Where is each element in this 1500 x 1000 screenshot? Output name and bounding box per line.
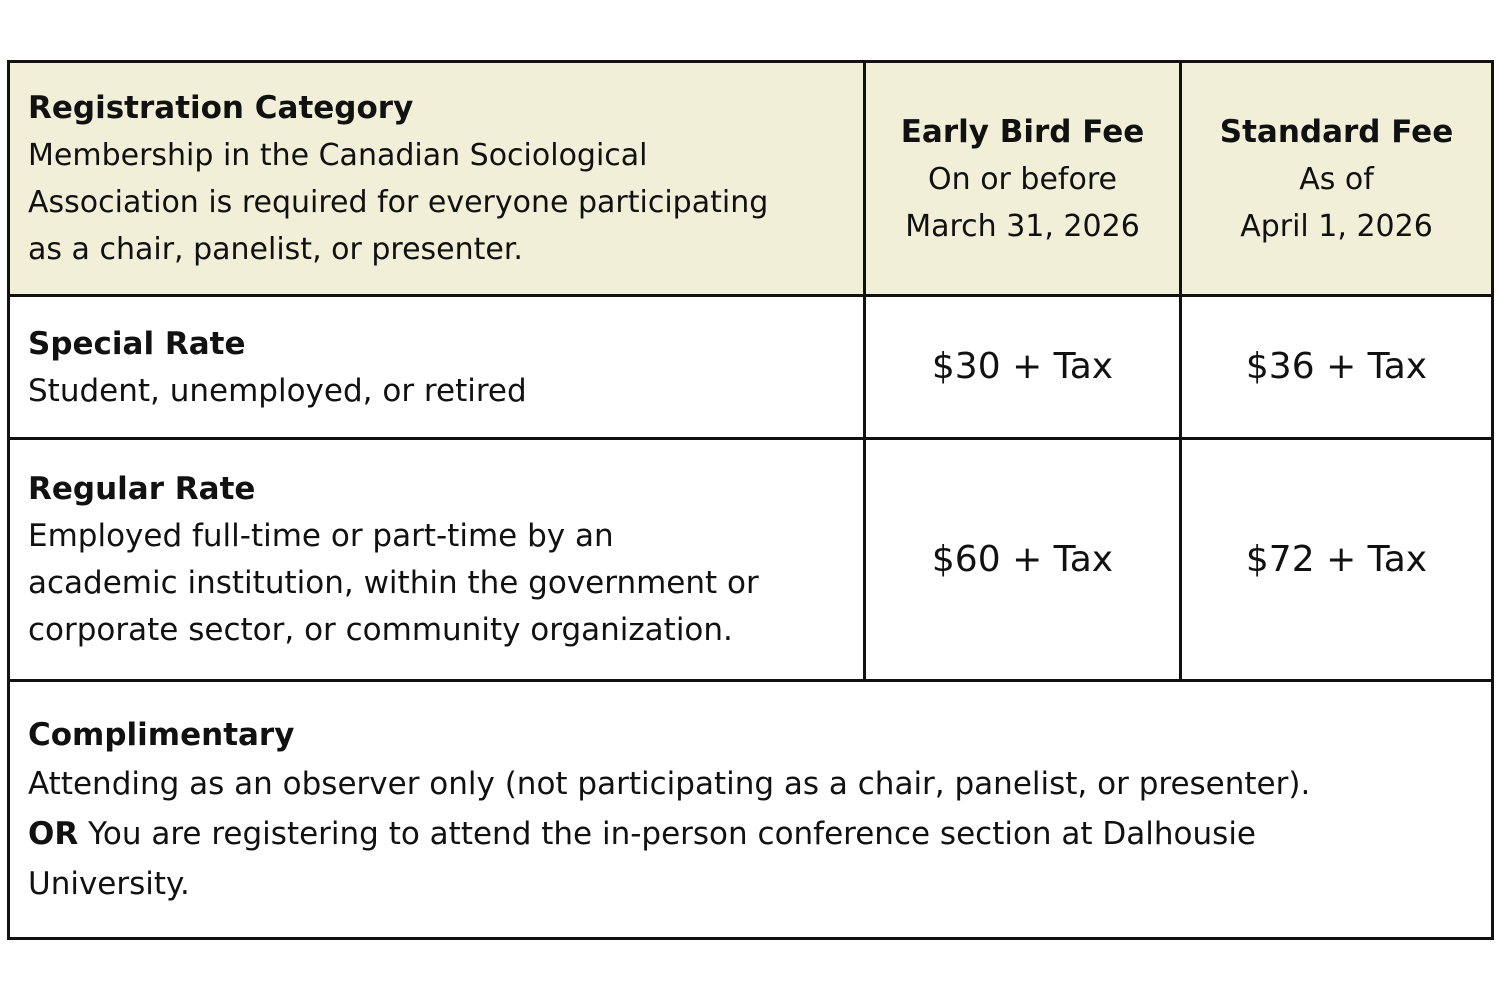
regular-rate-title: Regular Rate <box>28 471 256 507</box>
special-rate-standard-cell <box>1182 297 1491 437</box>
header-category-desc-line: Membership in the Canadian Sociological <box>28 138 648 173</box>
regular-rate-description <box>28 513 853 654</box>
table-row-complimentary <box>10 682 1491 937</box>
complimentary-description <box>28 759 1471 909</box>
regular-rate-standard-fee: $72 + Tax <box>1245 538 1428 580</box>
regular-rate-desc-line: Employed full-time or part-time by an <box>28 518 614 554</box>
special-rate-description <box>28 368 853 415</box>
header-early-bird-line1: On or before <box>928 161 1117 197</box>
regular-rate-desc-line: corporate sector, or community organization. <box>28 612 733 648</box>
special-rate-category-cell <box>10 297 866 437</box>
header-early-bird-title: Early Bird Fee <box>900 113 1145 150</box>
header-standard-date: April 1, 2026 <box>1240 208 1433 244</box>
header-early-bird-date: March 31, 2026 <box>905 208 1140 244</box>
complimentary-desc-line-or <box>28 809 1471 859</box>
regular-rate-early-bird-fee: $60 + Tax <box>931 538 1114 580</box>
regular-rate-standard-cell <box>1182 440 1491 679</box>
complimentary-cell <box>10 682 1491 937</box>
special-rate-desc-line: Student, unemployed, or retired <box>28 372 527 409</box>
complimentary-desc-line: Attending as an observer only (not participating as a chair, panelist, or presenter). <box>28 765 1311 802</box>
special-rate-early-bird-fee: $30 + Tax <box>931 346 1114 387</box>
header-category-desc-line: Association is required for everyone participating <box>28 185 769 220</box>
regular-rate-early-bird-cell <box>866 440 1182 679</box>
header-standard-cell <box>1182 63 1491 294</box>
regular-rate-category-cell <box>10 440 866 679</box>
table-row-regular-rate <box>10 440 1491 682</box>
header-category-cell <box>10 63 866 294</box>
complimentary-desc-line: University. <box>28 865 190 902</box>
table-row-special-rate <box>10 297 1491 440</box>
table-header-row <box>10 63 1491 297</box>
special-rate-title: Special Rate <box>28 325 246 362</box>
header-category-desc-line: as a chair, panelist, or presenter. <box>28 232 523 267</box>
header-standard-title: Standard Fee <box>1219 113 1454 150</box>
header-category-title: Registration Category <box>28 90 414 126</box>
registration-fee-table <box>7 60 1494 940</box>
regular-rate-desc-line: academic institution, within the government or <box>28 565 759 601</box>
or-keyword: OR <box>28 815 79 852</box>
header-category-description <box>28 132 853 273</box>
complimentary-or-text: You are registering to attend the in-person conference section at Dalhousie <box>78 815 1257 852</box>
special-rate-early-bird-cell <box>866 297 1182 437</box>
header-early-bird-cell <box>866 63 1182 294</box>
complimentary-title: Complimentary <box>28 716 295 753</box>
special-rate-standard-fee: $36 + Tax <box>1245 346 1428 387</box>
header-standard-line1: As of <box>1299 161 1374 197</box>
